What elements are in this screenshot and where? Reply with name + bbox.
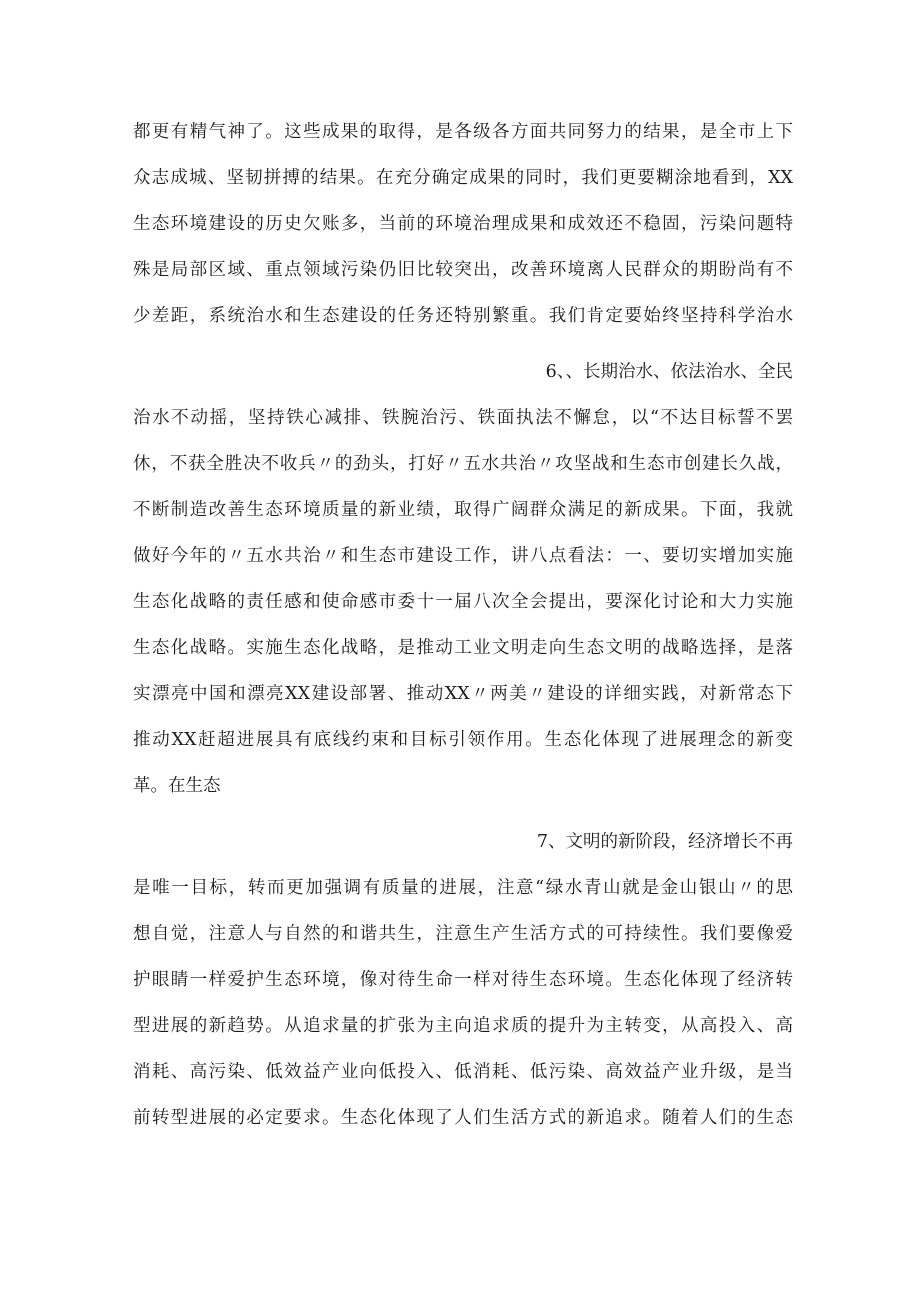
text-line: 治水不动摇，坚持铁心减排、铁腕治污、铁面执法不懈怠，以“不达目标誓不罢 bbox=[133, 408, 793, 428]
text-line: 生态化战略。实施生态化战略，是推动工业文明走向生态文明的战略选择，是落 bbox=[133, 638, 793, 658]
text-line: 实漂亮中国和漂亮XX建设部署、推动XX〃两美〃建设的详细实践，对新常态下 bbox=[133, 684, 793, 704]
text-line: 消耗、高污染、低效益产业向低投入、低消耗、低污染、高效益产业升级，是当 bbox=[133, 1062, 793, 1082]
text-line: 型进展的新趋势。从追求量的扩张为主向追求质的提升为主转变，从高投入、高 bbox=[133, 1016, 793, 1036]
section-heading-7: 7、文明的新阶段，经济增长不再 bbox=[536, 832, 793, 852]
text-line: 少差距，系统治水和生态建设的任务还特别繁重。我们肯定要始终坚持科学治水 bbox=[133, 306, 793, 326]
text-line: 休，不获全胜决不收兵〃的劲头，打好〃五水共治〃攻坚战和生态市创建长久战， bbox=[133, 454, 793, 474]
text-line: 做好今年的〃五水共治〃和生态市建设工作，讲八点看法：一、要切实增加实施 bbox=[133, 546, 793, 566]
text-line: 前转型进展的必定要求。生态化体现了人们生活方式的新追求。随着人们的生态 bbox=[133, 1108, 793, 1128]
text-line: 想自觉，注意人与自然的和谐共生，注意生产生活方式的可持续性。我们要像爱 bbox=[133, 924, 793, 944]
text-line: 护眼睛一样爱护生态环境，像对待生命一样对待生态环境。生态化体现了经济转 bbox=[133, 970, 793, 990]
text-line: 是唯一目标，转而更加强调有质量的进展，注意“绿水青山就是金山银山〃的思 bbox=[133, 878, 793, 898]
text-line: 都更有精气神了。这些成果的取得，是各级各方面共同努力的结果，是全市上下 bbox=[133, 122, 793, 142]
text-line: 不断制造改善生态环境质量的新业绩，取得广阔群众满足的新成果。下面，我就 bbox=[133, 500, 793, 520]
text-line: 生态化战略的责任感和使命感市委十一届八次全会提出，要深化讨论和大力实施 bbox=[133, 592, 793, 612]
text-line: 革。在生态 bbox=[133, 776, 221, 796]
text-line: 生态环境建设的历史欠账多，当前的环境治理成果和成效还不稳固，污染问题特 bbox=[133, 214, 793, 234]
document-page bbox=[133, 117, 793, 1149]
section-heading-6: 6、、长期治水、依法治水、全民 bbox=[545, 362, 793, 382]
text-line: 推动XX赶超进展具有底线约束和目标引领作用。生态化体现了进展理念的新变 bbox=[133, 730, 793, 750]
text-line: 殊是局部区域、重点领域污染仍旧比较突出，改善环境离人民群众的期盼尚有不 bbox=[133, 260, 793, 280]
text-line: 众志成城、坚韧拼搏的结果。在充分确定成果的同时，我们更要糊涂地看到，XX bbox=[133, 168, 793, 188]
